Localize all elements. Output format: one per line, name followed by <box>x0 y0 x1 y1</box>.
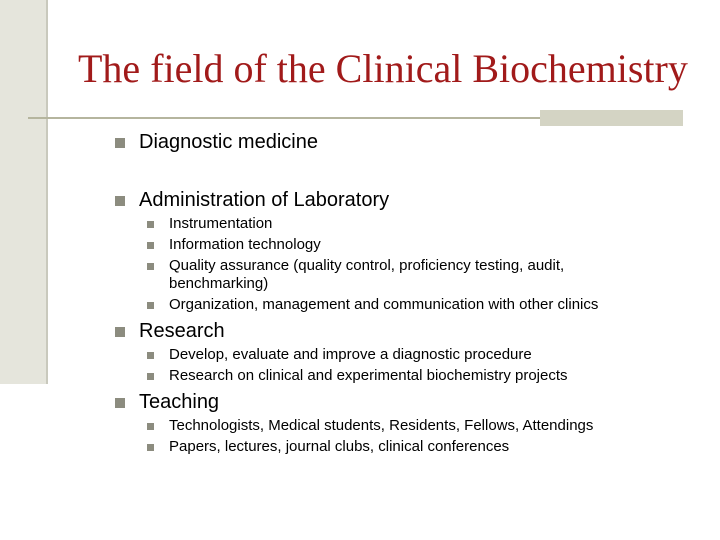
sub-bullet-label: Organization, management and communication with other clinics <box>169 296 599 313</box>
left-accent-bar-edge <box>46 0 48 384</box>
sub-bullet-label: Research on clinical and experimental biochemistry projects <box>169 367 568 384</box>
bullet-item-label: Diagnostic medicine <box>139 131 318 153</box>
left-accent-bar <box>0 0 46 384</box>
bullet-item-label: Teaching <box>139 391 220 413</box>
square-bullet-icon <box>147 352 154 359</box>
sub-bullet-label: Quality assurance (quality control, proficiency testing, audit, benchmarking) <box>169 257 565 292</box>
bullet-item-label: Research <box>139 320 225 342</box>
slide-title: The field of the Clinical Biochemistry <box>78 46 688 91</box>
sub-bullet-label: Papers, lectures, journal clubs, clinical conferences <box>169 438 510 455</box>
square-bullet-icon <box>115 196 125 206</box>
square-bullet-icon <box>115 327 125 337</box>
square-bullet-icon <box>147 221 154 228</box>
square-bullet-icon <box>115 138 125 148</box>
square-bullet-icon <box>147 373 154 380</box>
square-bullet-icon <box>147 302 154 309</box>
bullet-item-label: Administration of Laboratory <box>139 189 390 211</box>
square-bullet-icon <box>147 263 154 270</box>
sub-bullet-label: Instrumentation <box>169 215 273 232</box>
square-bullet-icon <box>147 423 154 430</box>
square-bullet-icon <box>147 444 154 451</box>
square-bullet-icon <box>115 398 125 408</box>
title-divider-block <box>540 110 683 126</box>
sub-bullet-label: Information technology <box>169 236 321 253</box>
square-bullet-icon <box>147 242 154 249</box>
sub-bullet-label: Technologists, Medical students, Residents, Fellows, Attendings <box>169 417 594 434</box>
sub-bullet-label: Develop, evaluate and improve a diagnostic procedure <box>169 346 532 363</box>
